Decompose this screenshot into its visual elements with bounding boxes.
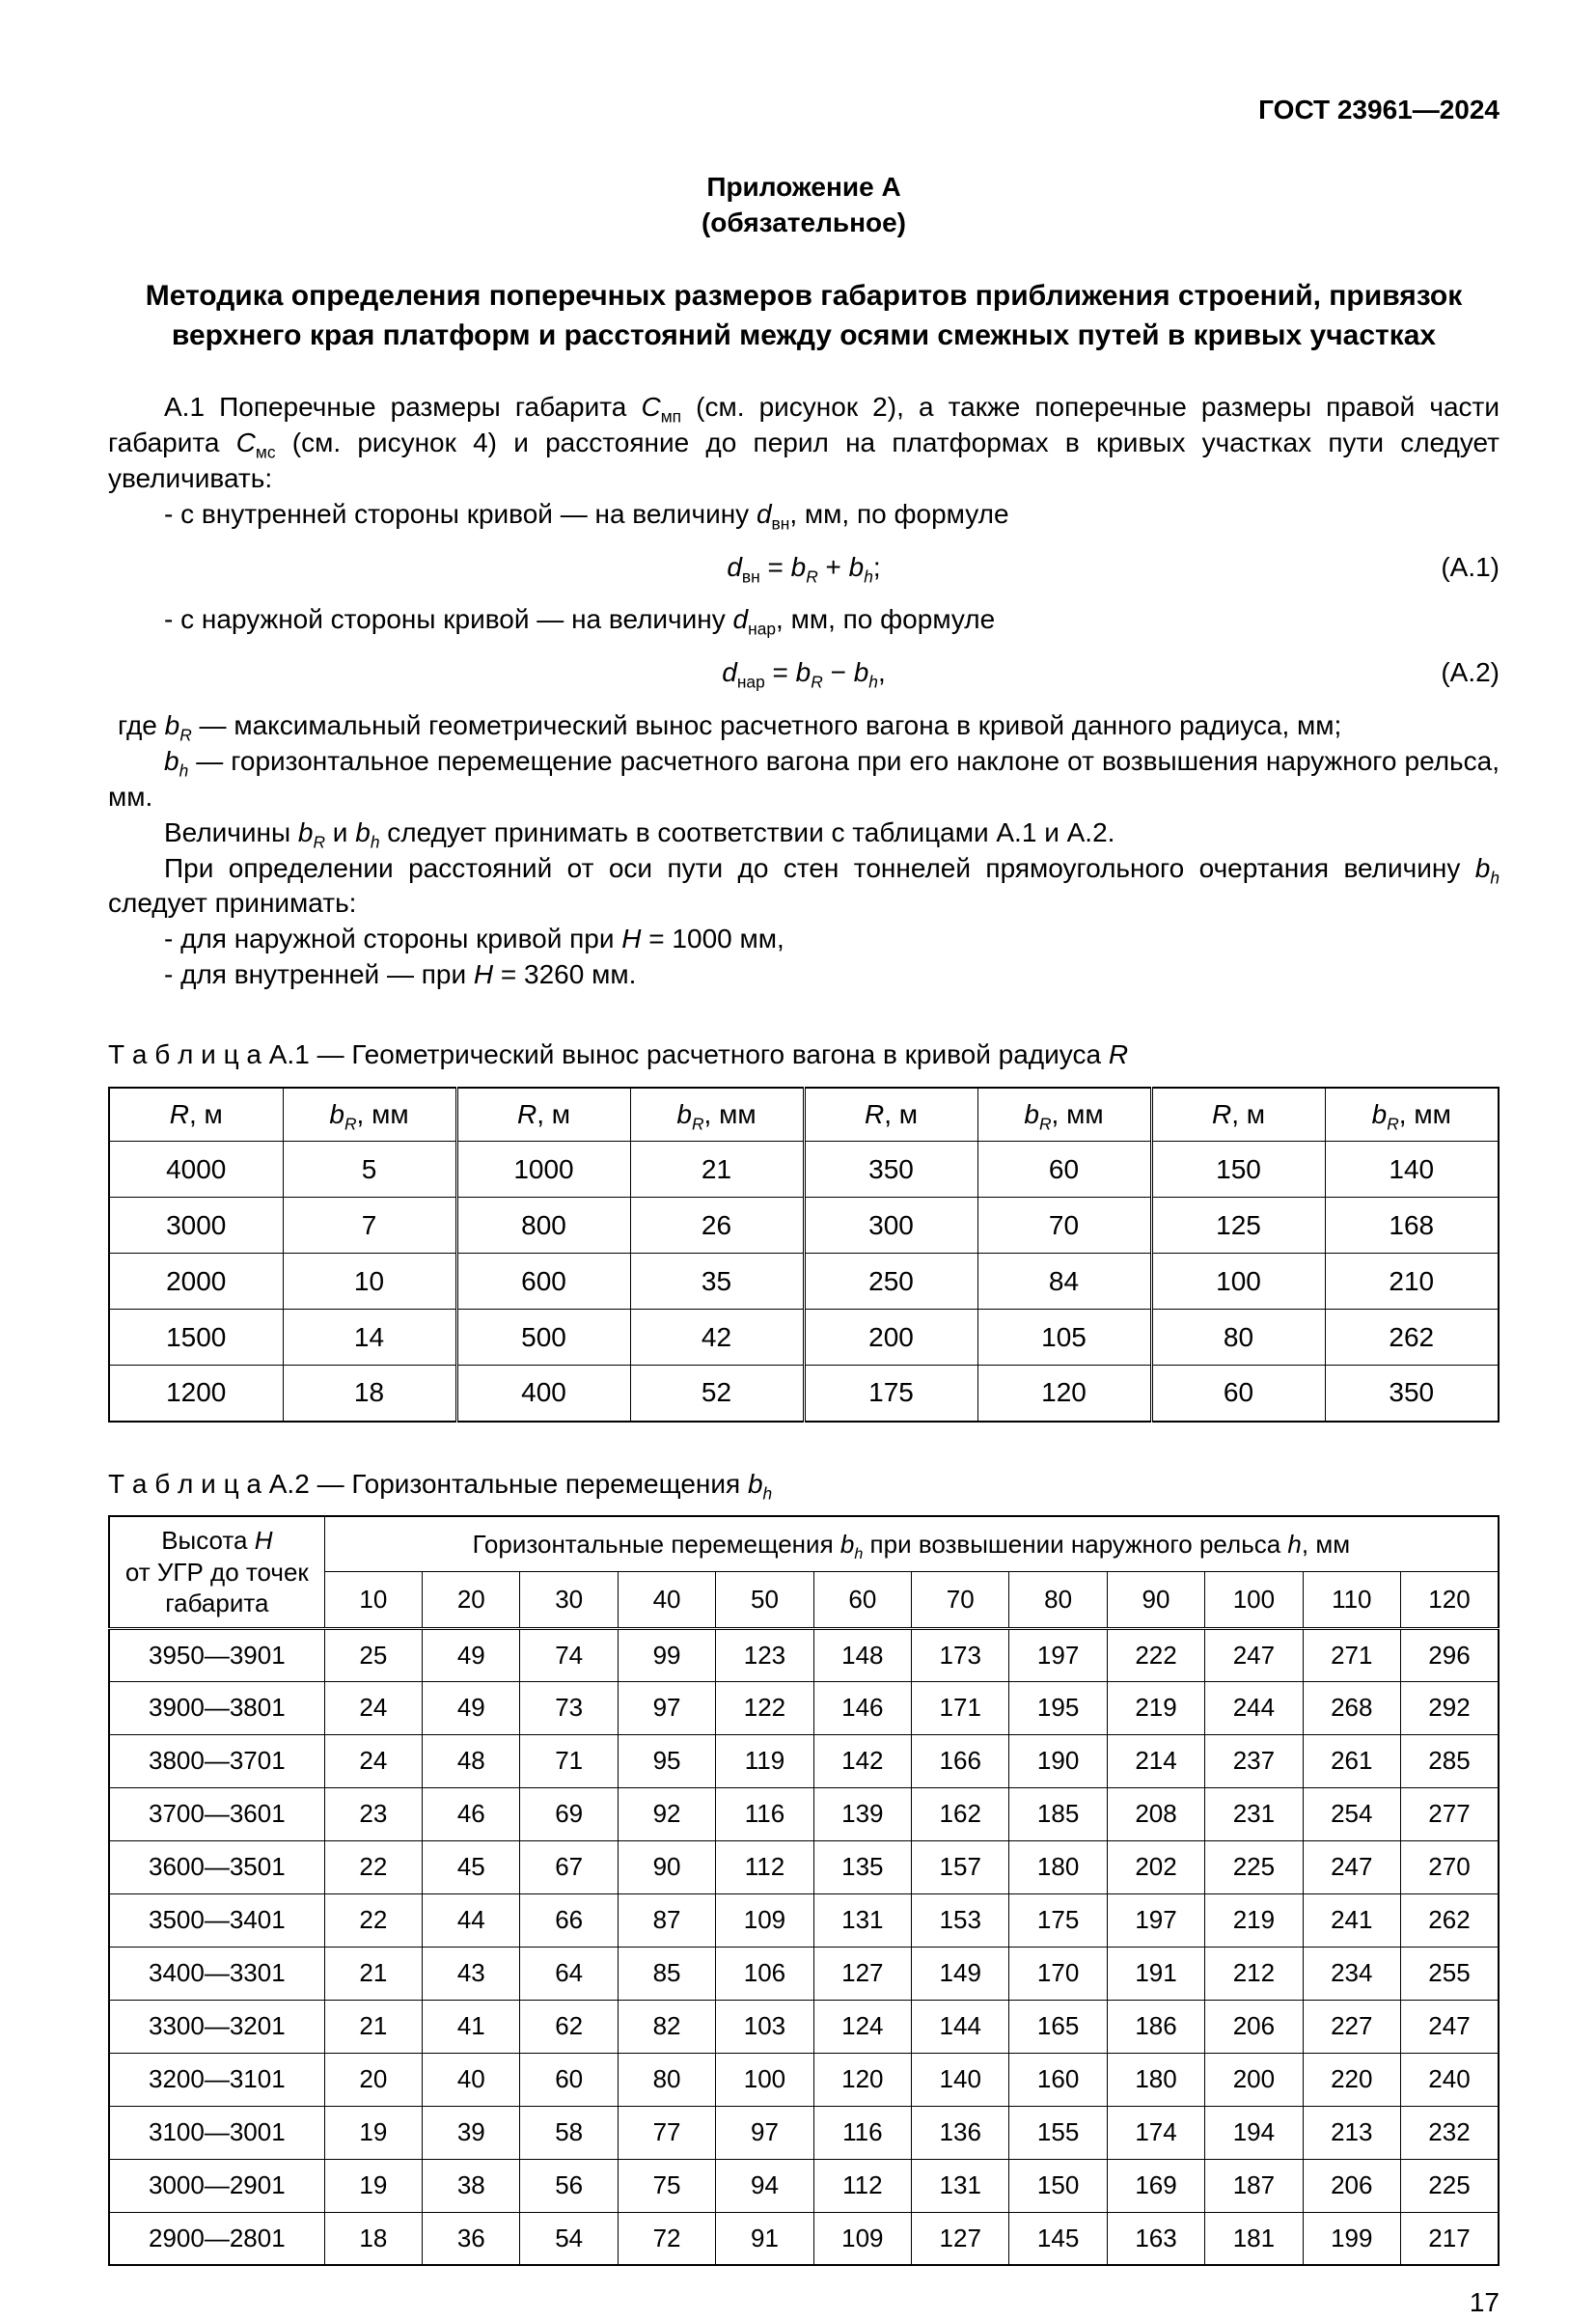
table-a2-h-cell: 40: [618, 1572, 715, 1628]
table-cell: 2000: [109, 1254, 283, 1310]
table-cell: 58: [520, 2106, 618, 2159]
table-cell: 171: [912, 1681, 1009, 1734]
appendix-label: Приложение А: [706, 172, 901, 203]
table-cell: 52: [630, 1366, 804, 1422]
table-cell: 56: [520, 2159, 618, 2212]
table-row: [109, 1734, 1499, 1787]
table-cell: 10: [283, 1254, 456, 1310]
table-cell: 87: [618, 1893, 715, 1947]
table-a1-header-cell: R, м: [109, 1088, 283, 1142]
table-cell: 3100—3001: [109, 2106, 324, 2159]
table-cell: 109: [716, 1893, 813, 1947]
table-cell: 120: [813, 2053, 911, 2106]
table-cell: 3300—3201: [109, 2000, 324, 2053]
table-cell: 200: [1205, 2053, 1303, 2106]
list-item-h3260: - для внутренней — при H = 3260 мм.: [164, 959, 637, 990]
table-cell: 157: [912, 1840, 1009, 1893]
table-cell: 3500—3401: [109, 1893, 324, 1947]
table-cell: 127: [813, 1947, 911, 2000]
table-cell: 600: [456, 1254, 630, 1310]
table-cell: 19: [324, 2159, 422, 2212]
table-cell: 247: [1303, 1840, 1400, 1893]
table-cell: 1500: [109, 1310, 283, 1366]
table-row: [109, 2053, 1499, 2106]
table-cell: 225: [1205, 1840, 1303, 1893]
table-cell: 14: [283, 1310, 456, 1366]
table-row: [109, 1310, 1499, 1366]
table-a2-h-cell: 10: [324, 1572, 422, 1628]
note-tables: Величины $b_R$ и $b_h$ следует принимать в соответствии с таблицами А.1 и А.2.: [164, 816, 1115, 852]
table-cell: 144: [912, 2000, 1009, 2053]
table-cell: 116: [813, 2106, 911, 2159]
table-a2-h-cell: 100: [1205, 1572, 1303, 1628]
table-a1-header-cell: $b_R$, мм: [630, 1088, 804, 1142]
list-item-h1000: - для наружной стороны кривой при H = 1000 мм,: [164, 924, 784, 954]
table-a1-head: [109, 1088, 1499, 1142]
table-cell: 296: [1400, 1628, 1499, 1681]
formula-a2: [108, 655, 1500, 690]
table-cell: 148: [813, 1628, 911, 1681]
table-cell: 95: [618, 1734, 715, 1787]
table-cell: 21: [324, 2000, 422, 2053]
table-cell: 21: [630, 1142, 804, 1198]
table-a1-header-cell: $b_R$, мм: [977, 1088, 1151, 1142]
table-cell: 92: [618, 1787, 715, 1840]
table-cell: 24: [324, 1681, 422, 1734]
table-cell: 120: [977, 1366, 1151, 1422]
table-cell: 214: [1107, 1734, 1204, 1787]
table-cell: 231: [1205, 1787, 1303, 1840]
table-cell: 262: [1325, 1310, 1499, 1366]
table-cell: 3800—3701: [109, 1734, 324, 1787]
table-cell: 181: [1205, 2212, 1303, 2265]
table-cell: 94: [716, 2159, 813, 2212]
table-cell: 140: [1325, 1142, 1499, 1198]
table-cell: 175: [1009, 1893, 1107, 1947]
table-cell: 206: [1303, 2159, 1400, 2212]
table-cell: 174: [1107, 2106, 1204, 2159]
table-row: [109, 1947, 1499, 2000]
table-cell: 21: [324, 1947, 422, 2000]
formula-a1: [108, 550, 1500, 585]
table-cell: 75: [618, 2159, 715, 2212]
table-cell: 219: [1205, 1893, 1303, 1947]
table-cell: 5: [283, 1142, 456, 1198]
table-cell: 60: [520, 2053, 618, 2106]
table-cell: 60: [977, 1142, 1151, 1198]
table-cell: 212: [1205, 1947, 1303, 2000]
table-cell: 66: [520, 1893, 618, 1947]
table-cell: 187: [1205, 2159, 1303, 2212]
table-cell: 155: [1009, 2106, 1107, 2159]
page-number: 17: [1469, 2287, 1500, 2318]
table-cell: 3400—3301: [109, 1947, 324, 2000]
table-cell: 60: [1151, 1366, 1325, 1422]
definition-bh: $b_h$ — горизонтальное перемещение расчетного вагона при его наклоне от возвышения наружного рельса, мм.: [108, 745, 1500, 812]
table-cell: 270: [1400, 1840, 1499, 1893]
table-cell: 3700—3601: [109, 1787, 324, 1840]
table-cell: 163: [1107, 2212, 1204, 2265]
note-tunnels: При определении расстояний от оси пути до стен тоннелей прямоугольного очертания величину $b_h$ следует принимать:: [108, 852, 1500, 919]
table-cell: 247: [1400, 2000, 1499, 2053]
table-cell: 22: [324, 1840, 422, 1893]
table-row: [109, 2000, 1499, 2053]
table-cell: 67: [520, 1840, 618, 1893]
table-cell: 43: [423, 1947, 520, 2000]
table-cell: 160: [1009, 2053, 1107, 2106]
table-cell: 22: [324, 1893, 422, 1947]
table-cell: 227: [1303, 2000, 1400, 2053]
table-cell: 39: [423, 2106, 520, 2159]
table-cell: 197: [1107, 1893, 1204, 1947]
definition-br: где $b_R$ — максимальный геометрический вынос расчетного вагона в кривой данного радиуса, мм;: [118, 709, 1342, 745]
table-cell: 162: [912, 1787, 1009, 1840]
table-a1-header-cell: R, м: [456, 1088, 630, 1142]
table-cell: 271: [1303, 1628, 1400, 1681]
table-row: [109, 1628, 1499, 1681]
doc-number: ГОСТ 23961—2024: [1258, 95, 1500, 124]
table-cell: 62: [520, 2000, 618, 2053]
table-cell: 100: [716, 2053, 813, 2106]
table-a2-h-cell: 50: [716, 1572, 813, 1628]
table-cell: 97: [618, 1681, 715, 1734]
table-a1-header-cell: $b_R$, мм: [1325, 1088, 1499, 1142]
table-cell: 100: [1151, 1254, 1325, 1310]
table-cell: 150: [1151, 1142, 1325, 1198]
table-cell: 222: [1107, 1628, 1204, 1681]
table-a1-caption: Т а б л и ц а А.1 — Геометрический вынос расчетного вагона в кривой радиуса R: [108, 1039, 1129, 1070]
table-a1: [108, 1087, 1500, 1423]
table-cell: 140: [912, 2053, 1009, 2106]
table-cell: 4000: [109, 1142, 283, 1198]
formula-a1-number: (А.1): [1441, 551, 1500, 582]
table-cell: 250: [804, 1254, 977, 1310]
table-cell: 69: [520, 1787, 618, 1840]
table-cell: 1000: [456, 1142, 630, 1198]
table-a2-h-cell: 90: [1107, 1572, 1204, 1628]
table-row: [109, 1366, 1499, 1422]
table-cell: 119: [716, 1734, 813, 1787]
table-cell: 285: [1400, 1734, 1499, 1787]
table-a2-h-cell: 80: [1009, 1572, 1107, 1628]
table-cell: 234: [1303, 1947, 1400, 2000]
table-row: [109, 2106, 1499, 2159]
table-cell: 3000: [109, 1198, 283, 1254]
table-cell: 180: [1107, 2053, 1204, 2106]
table-cell: 106: [716, 1947, 813, 2000]
table-cell: 350: [804, 1142, 977, 1198]
table-cell: 46: [423, 1787, 520, 1840]
table-cell: 116: [716, 1787, 813, 1840]
table-cell: 42: [630, 1310, 804, 1366]
formula-a2-number: (А.2): [1441, 657, 1500, 688]
table-cell: 3600—3501: [109, 1840, 324, 1893]
table-cell: 97: [716, 2106, 813, 2159]
table-cell: 244: [1205, 1681, 1303, 1734]
table-row: [109, 1681, 1499, 1734]
table-cell: 2900—2801: [109, 2212, 324, 2265]
table-cell: 237: [1205, 1734, 1303, 1787]
table-cell: 48: [423, 1734, 520, 1787]
table-cell: 3950—3901: [109, 1628, 324, 1681]
table-a2-h-cell: 70: [912, 1572, 1009, 1628]
table-a2-h-cell: 110: [1303, 1572, 1400, 1628]
table-cell: 217: [1400, 2212, 1499, 2265]
table-cell: 800: [456, 1198, 630, 1254]
table-row: [109, 2212, 1499, 2265]
table-cell: 72: [618, 2212, 715, 2265]
table-cell: 261: [1303, 1734, 1400, 1787]
table-cell: 112: [716, 1840, 813, 1893]
table-cell: 71: [520, 1734, 618, 1787]
table-a1-header-cell: R, м: [804, 1088, 977, 1142]
table-cell: 64: [520, 1947, 618, 2000]
table-row: [109, 1893, 1499, 1947]
table-cell: 25: [324, 1628, 422, 1681]
table-cell: 85: [618, 1947, 715, 2000]
table-a2-h-cell: 60: [813, 1572, 911, 1628]
table-row: [109, 1198, 1499, 1254]
table-cell: 18: [283, 1366, 456, 1422]
table-cell: 131: [813, 1893, 911, 1947]
table-cell: 166: [912, 1734, 1009, 1787]
table-cell: 18: [324, 2212, 422, 2265]
table-cell: 91: [716, 2212, 813, 2265]
appendix-type-label: (обязательное): [701, 207, 906, 237]
table-cell: 23: [324, 1787, 422, 1840]
table-cell: 131: [912, 2159, 1009, 2212]
table-cell: 41: [423, 2000, 520, 2053]
table-cell: 225: [1400, 2159, 1499, 2212]
table-cell: 173: [912, 1628, 1009, 1681]
table-cell: 112: [813, 2159, 911, 2212]
table-cell: 139: [813, 1787, 911, 1840]
table-cell: 169: [1107, 2159, 1204, 2212]
table-cell: 109: [813, 2212, 911, 2265]
formula-a1-expression: $d_{вн} = b_R + b_h$;: [727, 551, 881, 587]
table-cell: 199: [1303, 2212, 1400, 2265]
table-cell: 38: [423, 2159, 520, 2212]
table-cell: 84: [977, 1254, 1151, 1310]
table-cell: 153: [912, 1893, 1009, 1947]
table-cell: 123: [716, 1628, 813, 1681]
table-cell: 122: [716, 1681, 813, 1734]
table-cell: 254: [1303, 1787, 1400, 1840]
table-row: [109, 2159, 1499, 2212]
table-cell: 168: [1325, 1198, 1499, 1254]
table-cell: 80: [618, 2053, 715, 2106]
table-cell: 99: [618, 1628, 715, 1681]
table-a2-height-header: Высота H от УГР до точек габарита: [109, 1516, 324, 1628]
table-cell: 220: [1303, 2053, 1400, 2106]
table-cell: 262: [1400, 1893, 1499, 1947]
table-row: [109, 1787, 1499, 1840]
table-a2-h-cell: 120: [1400, 1572, 1499, 1628]
table-cell: 219: [1107, 1681, 1204, 1734]
table-a2-span-header: Горизонтальные перемещения $b_h$ при возвышении наружного рельса h, мм: [324, 1516, 1499, 1572]
table-cell: 150: [1009, 2159, 1107, 2212]
table-cell: 90: [618, 1840, 715, 1893]
table-cell: 208: [1107, 1787, 1204, 1840]
table-cell: 49: [423, 1628, 520, 1681]
table-cell: 7: [283, 1198, 456, 1254]
table-cell: 127: [912, 2212, 1009, 2265]
table-cell: 149: [912, 1947, 1009, 2000]
table-cell: 255: [1400, 1947, 1499, 2000]
table-cell: 24: [324, 1734, 422, 1787]
appendix-title: Методика определения поперечных размеров габаритов приближения строений, привязок верхнего края платформ и расстояний между осями смежных путей в кривых участках: [145, 280, 1463, 351]
table-cell: 268: [1303, 1681, 1400, 1734]
table-cell: 232: [1400, 2106, 1499, 2159]
table-a1-header-cell: R, м: [1151, 1088, 1325, 1142]
table-cell: 20: [324, 2053, 422, 2106]
table-cell: 300: [804, 1198, 977, 1254]
table-a1-body: [109, 1142, 1499, 1422]
table-cell: 19: [324, 2106, 422, 2159]
table-cell: 194: [1205, 2106, 1303, 2159]
table-a2-caption: Т а б л и ц а А.2 — Горизонтальные перемещения $b_h$: [108, 1468, 773, 1504]
table-cell: 186: [1107, 2000, 1204, 2053]
table-a2-body: [109, 1628, 1499, 2265]
table-a2: [108, 1515, 1500, 2266]
table-cell: 165: [1009, 2000, 1107, 2053]
table-cell: 44: [423, 1893, 520, 1947]
table-cell: 3900—3801: [109, 1681, 324, 1734]
table-cell: 170: [1009, 1947, 1107, 2000]
table-cell: 190: [1009, 1734, 1107, 1787]
table-cell: 82: [618, 2000, 715, 2053]
table-cell: 136: [912, 2106, 1009, 2159]
table-cell: 240: [1400, 2053, 1499, 2106]
table-cell: 213: [1303, 2106, 1400, 2159]
paragraph-a1: А.1 Поперечные размеры габарита $С_{мп}$ (см. рисунок 2), а также поперечные размеры правой части габарита $С_{мс}$ (см. рисунок 4) и расстояние до перил на платформах в кривых участках пути следует увеличивать:: [108, 392, 1500, 494]
table-cell: 70: [977, 1198, 1151, 1254]
table-cell: 202: [1107, 1840, 1204, 1893]
table-cell: 135: [813, 1840, 911, 1893]
table-cell: 73: [520, 1681, 618, 1734]
table-cell: 197: [1009, 1628, 1107, 1681]
table-cell: 45: [423, 1840, 520, 1893]
formula-a2-expression: $d_{нар} = b_R - b_h$,: [722, 657, 886, 692]
table-cell: 26: [630, 1198, 804, 1254]
table-a2-h-cell: 30: [520, 1572, 618, 1628]
table-cell: 145: [1009, 2212, 1107, 2265]
table-row: [109, 1254, 1499, 1310]
table-cell: 175: [804, 1366, 977, 1422]
table-cell: 142: [813, 1734, 911, 1787]
table-cell: 500: [456, 1310, 630, 1366]
table-cell: 80: [1151, 1310, 1325, 1366]
table-cell: 103: [716, 2000, 813, 2053]
table-cell: 191: [1107, 1947, 1204, 2000]
table-a1-header-row: [109, 1088, 1499, 1142]
list-item-outer-side: - с наружной стороны кривой — на величину $d_{нар}$, мм, по формуле: [164, 604, 996, 639]
table-cell: 35: [630, 1254, 804, 1310]
table-cell: 3200—3101: [109, 2053, 324, 2106]
table-cell: 350: [1325, 1366, 1499, 1422]
table-cell: 77: [618, 2106, 715, 2159]
table-a2-header-row-1: [109, 1516, 1499, 1572]
table-cell: 49: [423, 1681, 520, 1734]
table-cell: 206: [1205, 2000, 1303, 2053]
table-cell: 195: [1009, 1681, 1107, 1734]
table-cell: 74: [520, 1628, 618, 1681]
table-cell: 146: [813, 1681, 911, 1734]
table-row: [109, 1840, 1499, 1893]
table-cell: 200: [804, 1310, 977, 1366]
table-cell: 3000—2901: [109, 2159, 324, 2212]
table-cell: 185: [1009, 1787, 1107, 1840]
table-cell: 400: [456, 1366, 630, 1422]
table-cell: 54: [520, 2212, 618, 2265]
table-a2-head: [109, 1516, 1499, 1628]
table-cell: 292: [1400, 1681, 1499, 1734]
table-row: [109, 1142, 1499, 1198]
table-cell: 180: [1009, 1840, 1107, 1893]
table-cell: 247: [1205, 1628, 1303, 1681]
list-item-inner-side: - с внутренней стороны кривой — на величину $d_{вн}$, мм, по формуле: [164, 499, 1009, 534]
table-cell: 277: [1400, 1787, 1499, 1840]
table-cell: 125: [1151, 1198, 1325, 1254]
table-cell: 1200: [109, 1366, 283, 1422]
table-a2-h-cell: 20: [423, 1572, 520, 1628]
table-cell: 124: [813, 2000, 911, 2053]
table-cell: 40: [423, 2053, 520, 2106]
table-a1-header-cell: $b_R$, мм: [283, 1088, 456, 1142]
table-cell: 105: [977, 1310, 1151, 1366]
table-cell: 210: [1325, 1254, 1499, 1310]
table-cell: 36: [423, 2212, 520, 2265]
table-cell: 241: [1303, 1893, 1400, 1947]
